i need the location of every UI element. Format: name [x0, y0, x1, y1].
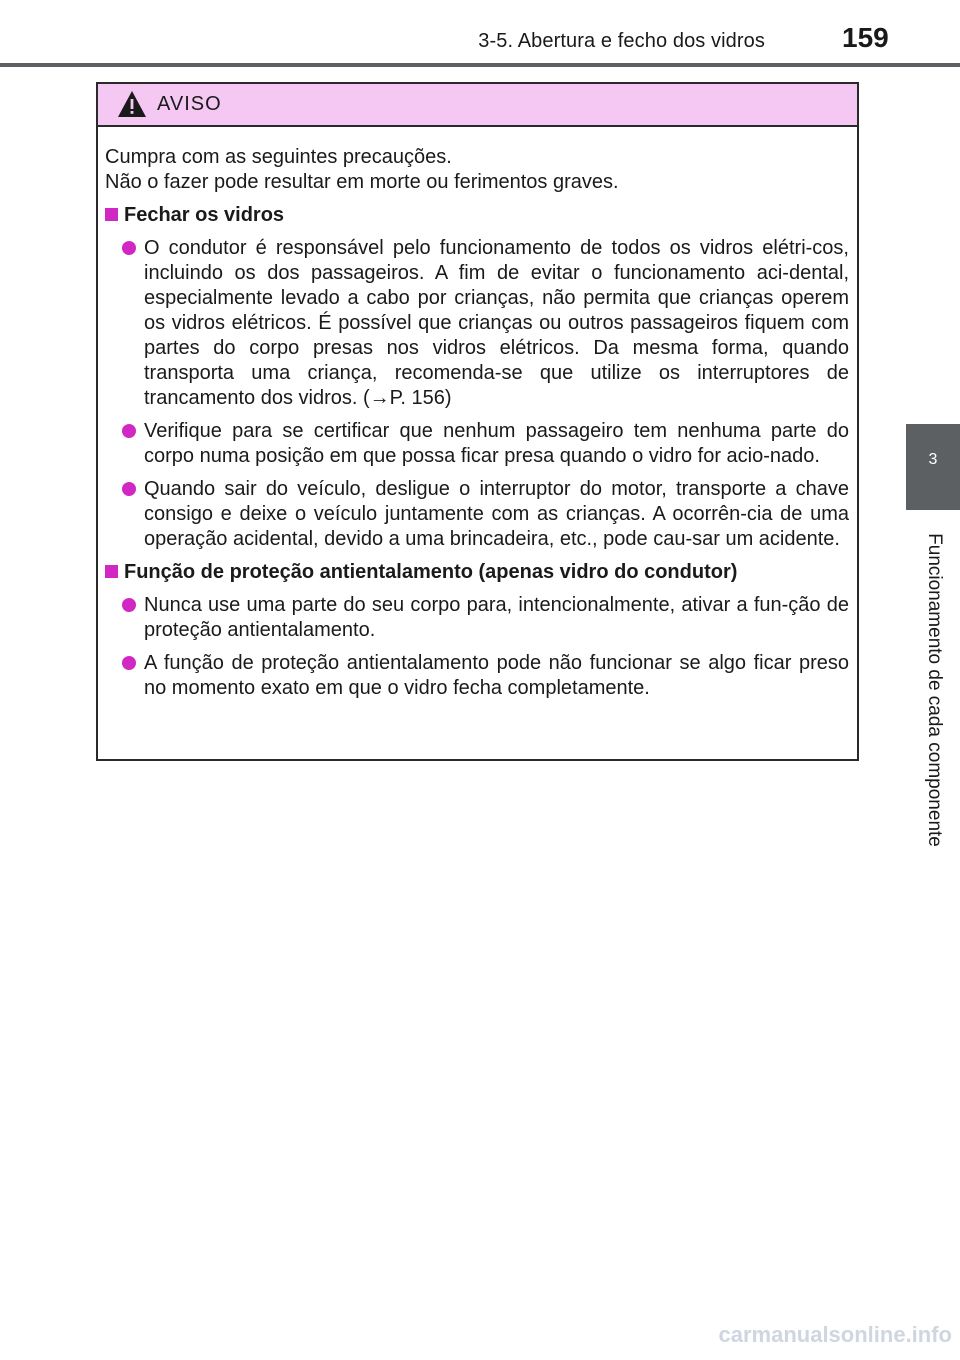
round-bullet-icon	[122, 656, 136, 670]
bullet-item	[105, 477, 849, 552]
section-close-windows	[105, 203, 849, 552]
bullet-item	[105, 236, 849, 411]
bullet-text: A função de proteção antientalamento pode não funcionar se algo ficar preso no momento exato em que o vidro fecha completamente.	[144, 652, 849, 699]
bullet-item	[105, 419, 849, 469]
warning-body	[98, 127, 857, 701]
round-bullet-icon	[122, 424, 136, 438]
bullet-text: O condutor é responsável pelo funcionamento de todos os vidros elétri-cos, incluindo os dos passageiros. A fim de evitar o funcionamento aci-dental, especialmente levado a cabo por crianças, não permita que crianças operem os vidros elétricos. É possível que crianças ou outros passageiros fiquem com partes do corpo presas nos vidros elétricos. Da mesma forma, quando transporta uma criança, recomenda-se que utilize os interruptores de trancamento dos vidros. (→P. 156)	[144, 237, 849, 409]
warning-header	[98, 84, 857, 127]
chapter-title: Funcionamento de cada componente	[924, 533, 945, 847]
section-anti-pinch	[105, 560, 849, 701]
intro-line: Não o fazer pode resultar em morte ou ferimentos graves.	[105, 171, 619, 193]
square-bullet-icon	[105, 208, 118, 221]
round-bullet-icon	[122, 482, 136, 496]
square-bullet-icon	[105, 565, 118, 578]
section-heading	[105, 203, 849, 228]
warning-triangle-icon	[117, 90, 147, 118]
header-divider	[0, 63, 960, 67]
intro-line: Cumpra com as seguintes precauções.	[105, 146, 452, 168]
bullet-text: Quando sair do veículo, desligue o interruptor do motor, transporte a chave consigo e deixe o veículo juntamente com as crianças. A ocorrên-cia de uma operação acidental, devido a uma brincadeira, etc., pode cau-sar um acidente.	[144, 478, 849, 550]
section-heading	[105, 560, 849, 585]
section-title: 3-5. Abertura e fecho dos vidros	[478, 30, 765, 52]
round-bullet-icon	[122, 598, 136, 612]
bullet-item	[105, 593, 849, 643]
page-number: 159	[842, 22, 889, 53]
bullet-text: Verifique para se certificar que nenhum passageiro tem nenhuma parte do corpo numa posição em que possa ficar presa quando o vidro for acio-nado.	[144, 420, 849, 467]
section-heading-text: Função de proteção antientalamento (apenas vidro do condutor)	[124, 561, 738, 583]
warning-intro	[105, 145, 849, 195]
bullet-item	[105, 651, 849, 701]
chapter-number: 3	[928, 451, 938, 468]
page-header	[0, 0, 960, 64]
bullet-text: Nunca use uma parte do seu corpo para, intencionalmente, ativar a fun-ção de proteção antientalamento.	[144, 594, 849, 641]
watermark: carmanualsonline.info	[718, 1322, 952, 1347]
chapter-tab	[906, 424, 960, 510]
round-bullet-icon	[122, 241, 136, 255]
section-heading-text: Fechar os vidros	[124, 204, 285, 226]
warning-title: AVISO	[157, 93, 222, 115]
warning-box	[96, 82, 859, 761]
